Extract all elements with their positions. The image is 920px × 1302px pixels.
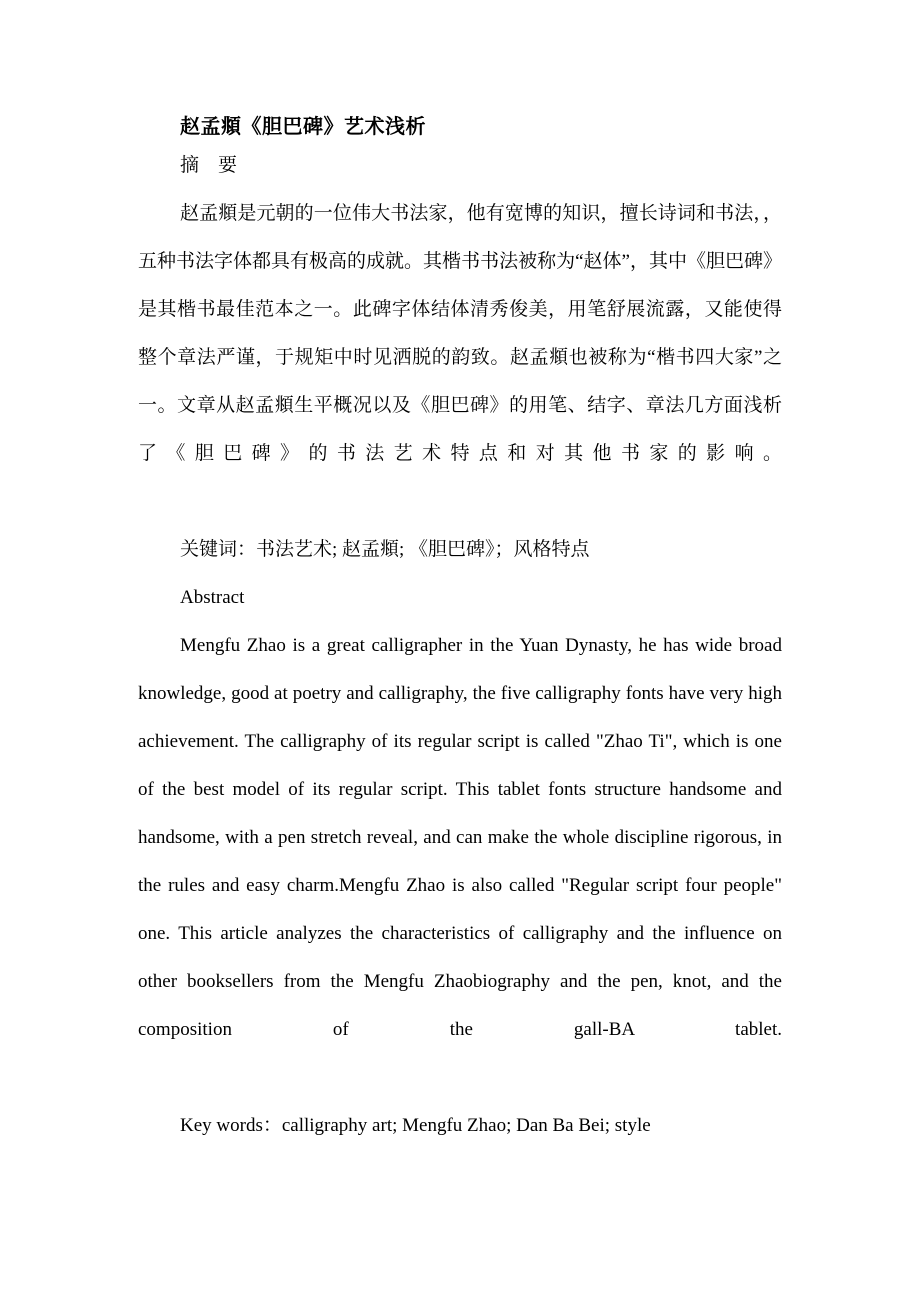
- abstract-label-chinese: 摘 要: [180, 155, 238, 176]
- document-content: [138, 112, 782, 1150]
- abstract-label-english: Abstract: [180, 587, 245, 608]
- page-title: 赵孟頫《胆巴碑》艺术浅析: [180, 116, 426, 138]
- abstract-body-chinese: 赵孟頫是元朝的一位伟大书法家，他有宽博的知识，擅长诗词和书法，，五种书法字体都具有极高的成就。其楷书书法被称为“赵体”，其中《胆巴碑》是其楷书最佳范本之一。此碑字体结体清秀俊美，用笔舒展流露，又能使得整个章法严谨，于规矩中时见洒脱的韵致。赵孟頫也被称为“楷书四大家”之一。文章从赵孟頫生平概况以及《胆巴碑》的用笔、结字、章法几方面浅析了《胆巴碑》的书法艺术特点和对其他书家的影响。: [138, 203, 782, 464]
- keywords-english: Key words：calligraphy art; Mengfu Zhao; Dan Ba Bei; style: [180, 1115, 651, 1136]
- keywords-chinese: 关键词：书法艺术; 赵孟頫; 《胆巴碑》；风格特点: [180, 539, 590, 560]
- abstract-body-english: Mengfu Zhao is a great calligrapher in the Yuan Dynasty, he has wide broad knowledge, good at poetry and calligraphy, the five calligraphy fonts have very high achievement. The calligraphy of its regular script is called "Zhao Ti", which is one of the best model of its regular script. This tablet fonts structure handsome and handsome, with a pen stretch reveal, and can make the whole discipline rigorous, in the rules and easy charm.Mengfu Zhao is also called "Regular script four people" one. This article analyzes the characteristics of calligraphy and the influence on other booksellers from the Mengfu Zhaobiography and the pen, knot, and the composition of the gall-BA tablet.: [138, 635, 782, 1040]
